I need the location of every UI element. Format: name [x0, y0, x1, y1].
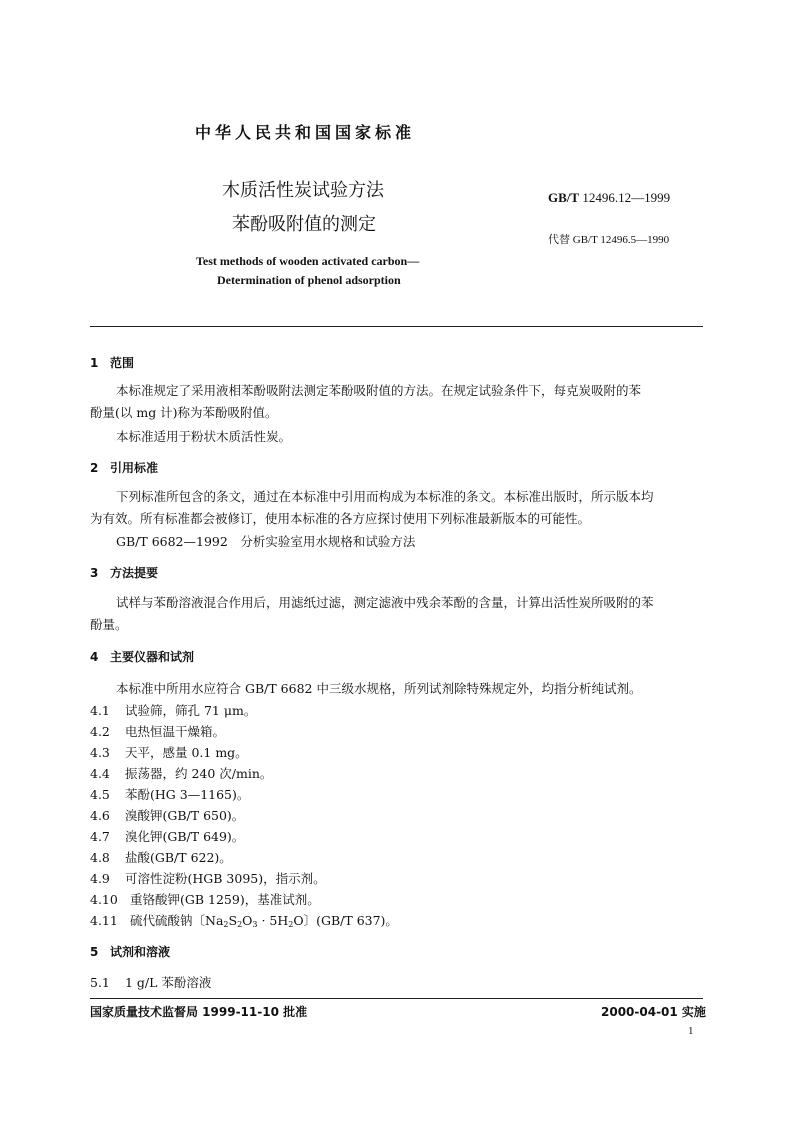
- english-title-line-1: Test methods of wooden activated carbon—: [196, 254, 420, 268]
- list-item: 4.6 溴酸钾(GB/T 650)。: [90, 808, 245, 823]
- list-item: 4.9 可溶性淀粉(HGB 3095)，指示剂。: [90, 871, 326, 886]
- list-item: 5.1 1 g/L 苯酚溶液: [90, 975, 212, 990]
- section-3-heading: 3 方法提要: [90, 566, 159, 580]
- issuing-authority-heading: 中华人民共和国国家标准: [195, 123, 416, 142]
- document-title-line-2: 苯酚吸附值的测定: [232, 214, 376, 235]
- replaces-standard: 代替 GB/T 12496.5—1990: [548, 234, 670, 246]
- normative-reference: GB/T 6682—1992 分析实验室用水规格和试验方法: [116, 534, 416, 549]
- implementation-date: 2000-04-01 实施: [601, 1005, 706, 1019]
- section-5-heading: 5 试剂和溶液: [90, 945, 171, 959]
- page-number: 1: [688, 1025, 694, 1037]
- standard-prefix: GB/T: [548, 190, 580, 205]
- list-item: 4.8 盐酸(GB/T 622)。: [90, 850, 232, 865]
- list-item-formula: 4.11 硫代硫酸钠〔$Na_2S_2O_3 \cdot 5H_2O$〕(GB/T 637)。: [90, 913, 398, 929]
- section-3-paragraph-1: 试样与苯酚溶液混合作用后，用滤纸过滤，测定滤液中残余苯酚的含量，计算出活性炭所吸附的苯 酚量。: [90, 595, 654, 632]
- section-4-heading: 4 主要仪器和试剂: [90, 650, 195, 664]
- footer-divider: [90, 998, 703, 999]
- section-1-paragraph-1: 本标准规定了采用液相苯酚吸附法测定苯酚吸附值的方法。在规定试验条件下，每克炭吸附的苯 酚量(以 mg 计)称为苯酚吸附值。: [90, 383, 642, 420]
- section-4-intro: 本标准中所用水应符合 GB/T 6682 中三级水规格，所列试剂除特殊规定外，均指分析纯试剂。: [116, 681, 642, 696]
- list-item: 4.1 试验筛，筛孔 71 μm。: [90, 703, 257, 718]
- section-2-paragraph-1: 下列标准所包含的条文，通过在本标准中引用而构成为本标准的条文。本标准出版时，所示版本均 为有效。所有标准都会被修订，使用本标准的各方应探讨使用下列标准最新版本的可能性。: [90, 489, 654, 526]
- header-divider: [90, 326, 703, 327]
- section-1-paragraph-2: 本标准适用于粉状木质活性炭。: [116, 429, 292, 444]
- list-item: 4.5 苯酚(HG 3—1165)。: [90, 787, 250, 802]
- list-item: 4.10 重铬酸钾(GB 1259)，基准试剂。: [90, 892, 320, 907]
- english-title-line-2: Determination of phenol adsorption: [217, 273, 401, 287]
- list-item: 4.2 电热恒温干燥箱。: [90, 724, 226, 739]
- list-item: 4.7 溴化钾(GB/T 649)。: [90, 829, 245, 844]
- list-item: 4.3 天平，感量 0.1 mg。: [90, 745, 248, 760]
- document-title-line-1: 木质活性炭试验方法: [222, 180, 384, 201]
- standard-code: 12496.12—1999: [582, 190, 671, 205]
- standard-number: [548, 190, 670, 206]
- approval-date: 国家质量技术监督局 1999-11-10 批准: [90, 1005, 308, 1019]
- section-2-heading: 2 引用标准: [90, 461, 159, 475]
- list-item: 4.4 振荡器，约 240 次/min。: [90, 766, 273, 781]
- section-1-heading: 1 范围: [90, 356, 135, 370]
